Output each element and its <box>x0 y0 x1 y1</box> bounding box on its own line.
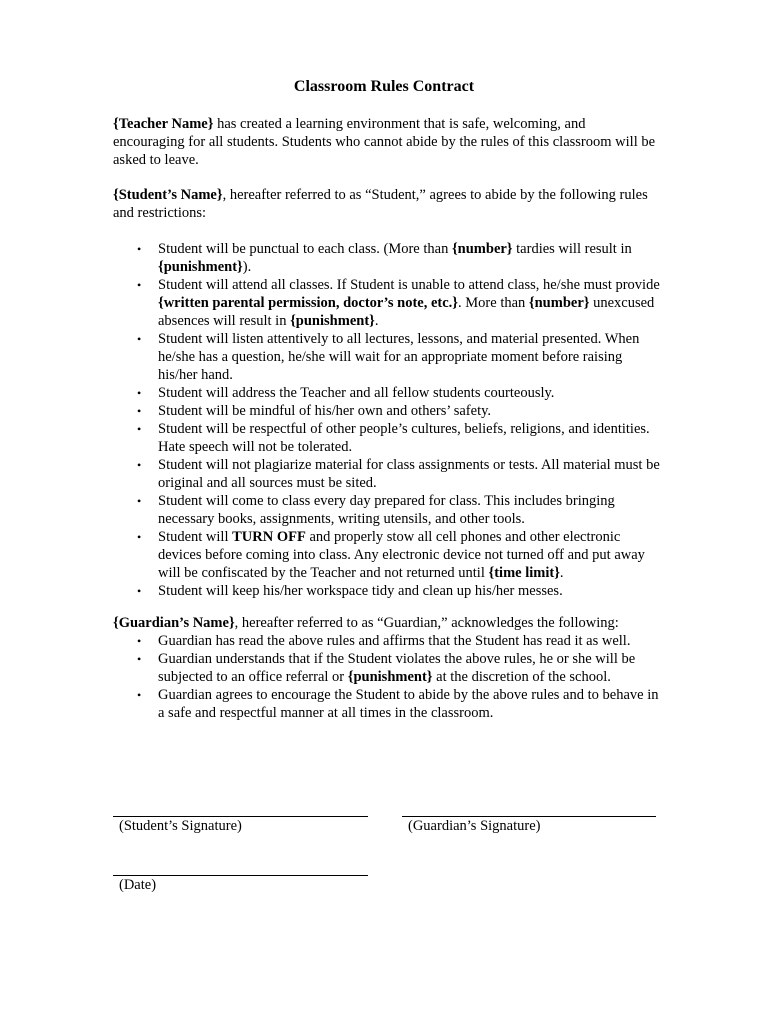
rule-item <box>113 456 661 492</box>
guardian-item-text: Guardian understands that if the Student violates the above rules, he or she will be subjected to an office referral or <box>158 651 636 685</box>
intro-text: has created a learning environment that is safe, welcoming, and encouraging for all students. Students who cannot abide by the rules of this classroom will be asked to leave. <box>113 116 656 168</box>
rule-text: Student will <box>158 529 233 545</box>
rule-text: Student will not plagiarize material for class assignments or tests. All material must be original and all sources must be sited. <box>158 457 660 491</box>
guardian-name-placeholder: {Guardian’s Name} <box>113 615 235 631</box>
rule-text: Student will address the Teacher and all fellow students courteously. <box>158 385 555 401</box>
document-title: Classroom Rules Contract <box>293 78 475 95</box>
guardian-item <box>113 686 661 722</box>
intro-paragraph <box>113 115 658 169</box>
rule-item <box>113 384 661 402</box>
bullet-icon: • <box>137 652 142 666</box>
guardian-item-text: Guardian has read the above rules and affirms that the Student has read it as well. <box>158 633 631 649</box>
date-label: (Date) <box>119 877 157 893</box>
rule-item <box>113 582 661 600</box>
rule-text: unexcused absences will result in <box>158 295 655 329</box>
guardian-paragraph <box>113 614 658 632</box>
rules-list <box>113 240 661 600</box>
bullet-icon: • <box>137 422 142 436</box>
rule-item <box>113 240 661 276</box>
bullet-icon: • <box>137 278 142 292</box>
guardian-item <box>113 632 661 650</box>
student-name-placeholder: {Student’s Name} <box>113 187 223 203</box>
rule-text: . <box>559 565 564 581</box>
number-placeholder: {number} <box>451 241 513 257</box>
student-paragraph <box>113 186 658 222</box>
student-paragraph-text: , hereafter referred to as “Student,” agrees to abide by the following rules and restrictions: <box>113 187 648 221</box>
guardian-list <box>113 632 661 722</box>
rule-text: Student will be respectful of other people’s cultures, beliefs, religions, and identities. Hate speech will not be tolerated. <box>158 421 650 455</box>
time-limit-placeholder: {time limit} <box>488 565 560 581</box>
rule-text: and properly stow all cell phones and other electronic devices before coming into class. Any electronic device not turned off and put away will be confiscated by the Teacher and not returned until <box>158 529 645 581</box>
rule-text: . More than <box>458 295 529 311</box>
rule-text: . <box>374 313 379 329</box>
rule-text: ). <box>242 259 252 275</box>
bullet-icon: • <box>137 634 142 648</box>
bullet-icon: • <box>137 688 142 702</box>
student-signature-label: (Student’s Signature) <box>119 818 242 834</box>
rule-text: Student will be mindful of his/her own and others’ safety. <box>158 403 492 419</box>
guardian-paragraph-text: , hereafter referred to as “Guardian,” acknowledges the following: <box>234 615 619 631</box>
guardian-item <box>113 650 661 686</box>
rule-text: Student will attend all classes. If Student is unable to attend class, he/she must provide <box>158 277 660 293</box>
rule-item <box>113 420 661 456</box>
rule-text: Student will keep his/her workspace tidy and clean up his/her messes. <box>158 583 563 599</box>
number-placeholder: {number} <box>528 295 590 311</box>
guardian-item-text: at the discretion of the school. <box>432 669 611 685</box>
punishment-placeholder: {punishment} <box>158 259 243 275</box>
bullet-icon: • <box>137 458 142 472</box>
rule-item <box>113 276 661 330</box>
permission-placeholder: {written parental permission, doctor’s note, etc.} <box>158 295 459 311</box>
rule-text: tardies will result in <box>512 241 632 257</box>
rule-item <box>113 492 661 528</box>
bullet-icon: • <box>137 584 142 598</box>
bullet-icon: • <box>137 332 142 346</box>
rule-text: Student will be punctual to each class. (More than <box>158 241 452 257</box>
guardian-signature-label: (Guardian’s Signature) <box>408 818 541 834</box>
rule-item <box>113 402 661 420</box>
rule-text: Student will come to class every day prepared for class. This includes bringing necessary books, assignments, writing utensils, and other tools. <box>158 493 615 527</box>
bullet-icon: • <box>137 494 142 508</box>
bullet-icon: • <box>137 386 142 400</box>
teacher-name-placeholder: {Teacher Name} <box>113 116 214 132</box>
bullet-icon: • <box>137 530 142 544</box>
bullet-icon: • <box>137 404 142 418</box>
punishment-placeholder: {punishment} <box>290 313 375 329</box>
guardian-item-text: Guardian agrees to encourage the Student to abide by the above rules and to behave in a safe and respectful manner at all times in the classroom. <box>158 687 659 721</box>
bullet-icon: • <box>137 242 142 256</box>
rule-item <box>113 528 661 582</box>
punishment-placeholder: {punishment} <box>347 669 433 685</box>
rule-item <box>113 330 661 384</box>
rule-text: Student will listen attentively to all lectures, lessons, and material presented. When he/she has a question, he/she will wait for an appropriate moment before raising his/her hand. <box>158 331 640 383</box>
turn-off-emphasis: TURN OFF <box>232 529 306 545</box>
